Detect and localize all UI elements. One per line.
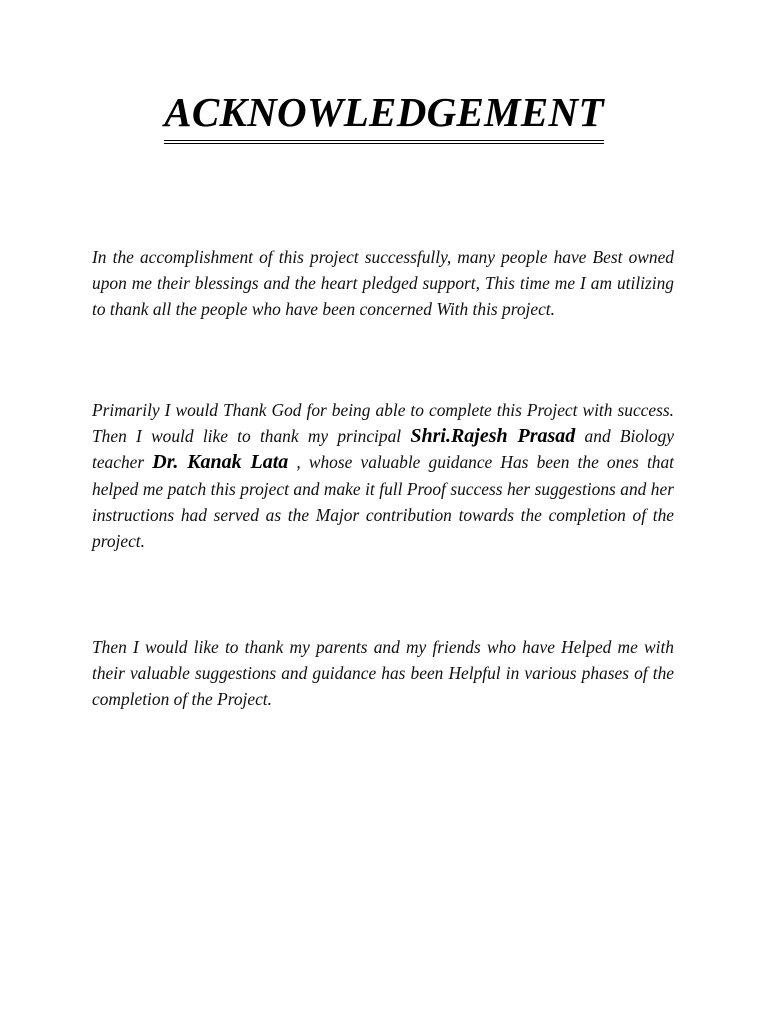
paragraph-thanks-text-2: and Biology teacher	[92, 426, 674, 473]
paragraph-thanks-text-1: Primarily I would Thank God for being able to complete this Project with success. Then I would like to thank my principal	[92, 400, 674, 447]
principal-name: Shri.Rajesh Prasad	[410, 425, 576, 448]
paragraph-thanks-text-3: , whose valuable guidance Has been the ones that helped me patch this project and make it full Proof success her suggestions and her instructions had served as the Major contribution towards the completion of the project.	[92, 452, 675, 552]
paragraph-thanks-teachers	[92, 397, 674, 554]
paragraph-intro: In the accomplishment of this project successfully, many people have Best owned upon me their blessings and the heart pledged support, This time me I am utilizing to thank all the people who have been concerned With this project.	[92, 247, 674, 319]
paragraph-thanks-family: Then I would like to thank my parents and my friends who have Helped me with their valuable suggestions and guidance has been Helpful in various phases of the completion of the Project.	[92, 637, 674, 709]
page-title: ACKNOWLEDGEMENT	[164, 88, 604, 144]
title-container	[0, 88, 768, 144]
teacher-name: Dr. Kanak Lata	[152, 451, 289, 474]
